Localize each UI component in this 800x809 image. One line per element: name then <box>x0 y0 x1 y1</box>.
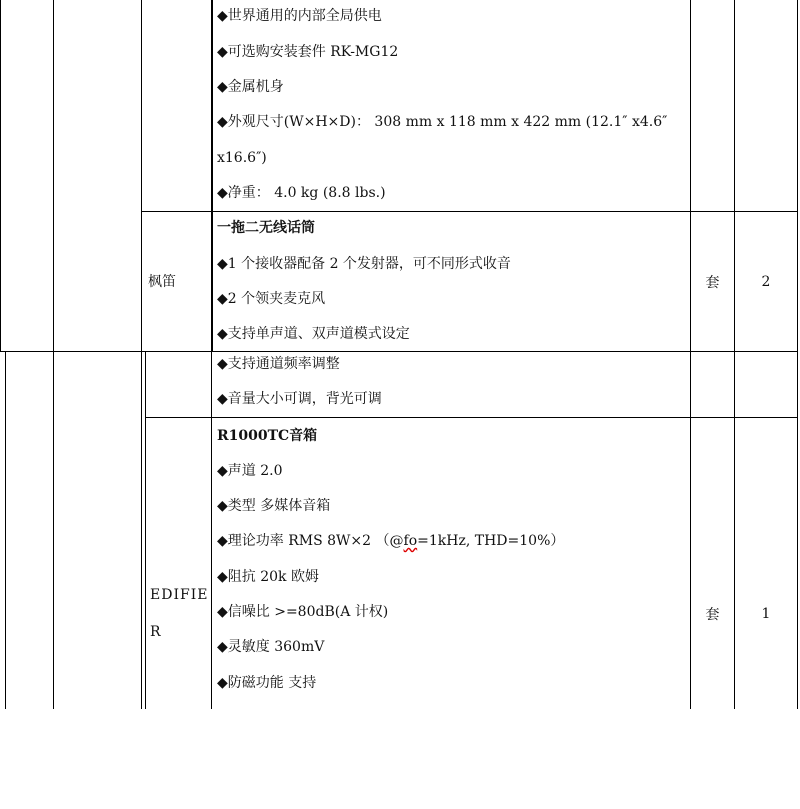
spec-line: ◆2 个领夹麦克风 <box>217 291 326 307</box>
table-bottom-border <box>0 351 798 352</box>
qty-cell: 1 <box>761 605 771 622</box>
spec-line: x16.6″) <box>217 150 267 166</box>
spec-line: ◆灵敏度 360mV <box>217 639 325 655</box>
col-divider <box>141 0 142 352</box>
spec-line: ◆世界通用的内部全局供电 <box>217 8 382 24</box>
spelling-mark: fo <box>403 533 418 549</box>
col-divider <box>211 352 212 709</box>
spec-line: ◆支持通道频率调整 <box>217 356 340 372</box>
spec-line: ◆1 个接收器配备 2 个发射器，可不同形式收音 <box>217 256 511 272</box>
spec-line: ◆音量大小可调，背光可调 <box>217 391 382 407</box>
spec-line: ◆支持单声道、双声道模式设定 <box>217 326 410 342</box>
spec-line: ◆金属机身 <box>217 79 284 95</box>
product-name-line1: EDIFIE <box>150 587 209 603</box>
border-left <box>5 352 6 709</box>
unit-cell: 套 <box>705 606 720 623</box>
col-divider <box>141 352 142 709</box>
product-title: 一拖二无线话筒 <box>217 220 315 236</box>
col-divider <box>211 0 213 352</box>
border-left <box>0 0 1 352</box>
spec-line: ◆信噪比 >=80dB(A 计权) <box>217 604 389 620</box>
col-divider <box>53 0 54 352</box>
product-name-line2: R <box>150 624 161 640</box>
col-divider <box>53 352 54 709</box>
spec-part: ◆理论功率 RMS 8W×2 （@ <box>217 533 404 549</box>
product-name: 枫笛 <box>148 274 176 290</box>
spec-line: ◆净重： 4.0 kg (8.8 lbs.) <box>217 185 386 201</box>
border-right <box>797 352 798 709</box>
spec-line: ◆类型 多媒体音箱 <box>217 498 331 514</box>
spec-line: ◆防磁功能 支持 <box>217 675 317 691</box>
unit-cell: 套 <box>705 274 720 291</box>
qty-cell: 2 <box>761 273 771 290</box>
border-right <box>797 0 798 352</box>
spec-part: =1kHz, THD=10%） <box>417 533 565 549</box>
spec-line: ◆阻抗 20k 欧姆 <box>217 569 319 585</box>
spec-line: ◆可选购安装套件 RK-MG12 <box>217 44 399 60</box>
spec-line: ◆外观尺寸(W×H×D)： 308 mm x 118 mm x 422 mm (12.1″ x4.6″ <box>217 114 668 130</box>
spec-line: ◆声道 2.0 <box>217 463 283 479</box>
product-title: R1000TC音箱 <box>217 428 318 444</box>
col-divider <box>145 352 146 709</box>
spec-line <box>217 532 564 550</box>
